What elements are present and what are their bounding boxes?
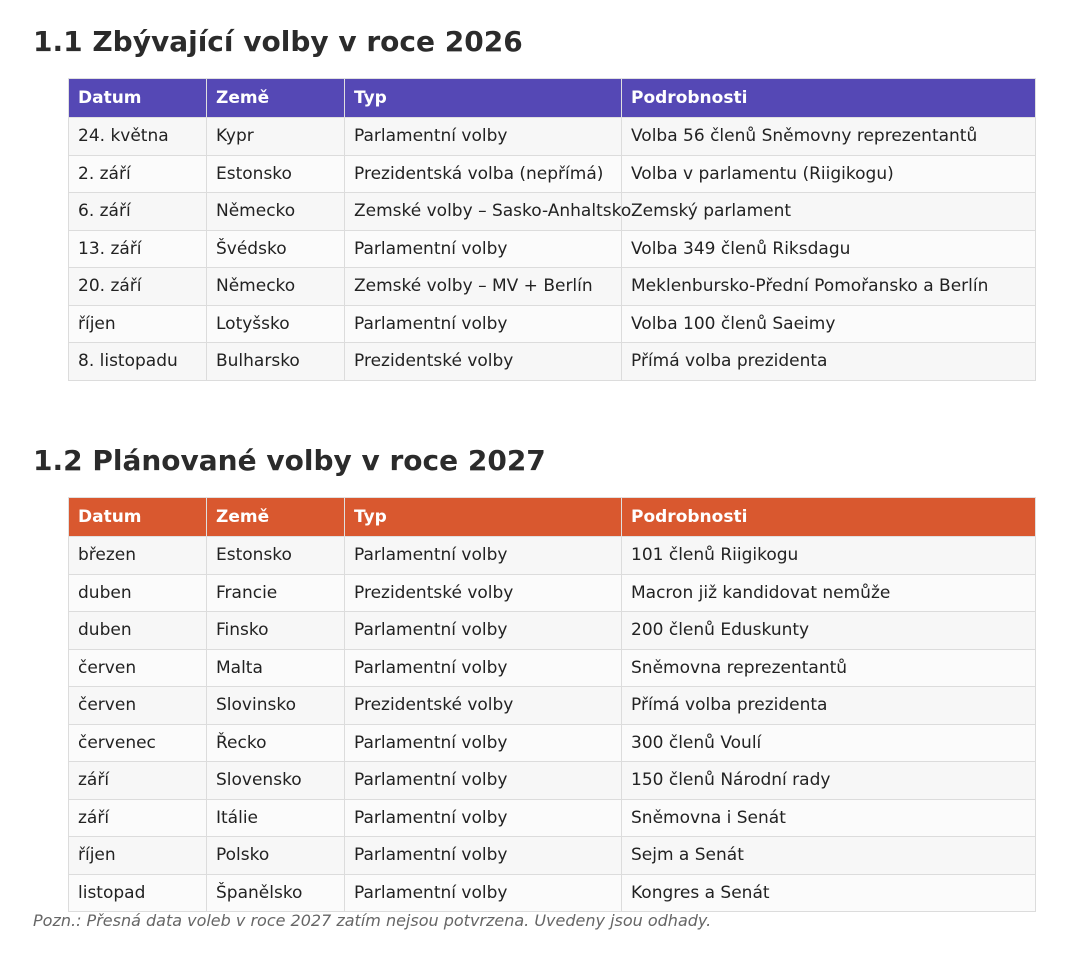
- table-header-row: [69, 498, 1036, 537]
- cell-datum: září: [69, 799, 207, 837]
- cell-podrobnosti: 150 členů Národní rady: [622, 762, 1036, 800]
- column-header-podrobnosti: Podrobnosti: [622, 498, 1036, 537]
- cell-typ: Parlamentní volby: [345, 874, 622, 912]
- footnote: Pozn.: Přesná data voleb v roce 2027 zatím nejsou potvrzena. Uvedeny jsou odhady.: [33, 911, 712, 930]
- cell-typ: Parlamentní volby: [345, 799, 622, 837]
- cell-zeme: Německo: [207, 268, 345, 306]
- cell-datum: duben: [69, 574, 207, 612]
- section-title-2027: 1.2 Plánované volby v roce 2027: [33, 444, 546, 477]
- cell-zeme: Estonsko: [207, 155, 345, 193]
- table-body: [69, 537, 1036, 912]
- cell-datum: 24. května: [69, 118, 207, 156]
- cell-typ: Prezidentské volby: [345, 343, 622, 381]
- cell-podrobnosti: Kongres a Senát: [622, 874, 1036, 912]
- table-row: [69, 537, 1036, 575]
- cell-typ: Zemské volby – Sasko-Anhaltsko: [345, 193, 622, 231]
- table-row: [69, 612, 1036, 650]
- section-title-2026: 1.1 Zbývající volby v roce 2026: [33, 25, 523, 58]
- cell-datum: 20. září: [69, 268, 207, 306]
- cell-datum: červen: [69, 687, 207, 725]
- cell-datum: 6. září: [69, 193, 207, 231]
- cell-typ: Prezidentská volba (nepřímá): [345, 155, 622, 193]
- cell-podrobnosti: Sněmovna i Senát: [622, 799, 1036, 837]
- cell-typ: Zemské volby – MV + Berlín: [345, 268, 622, 306]
- cell-podrobnosti: Volba 100 členů Saeimy: [622, 305, 1036, 343]
- cell-podrobnosti: Přímá volba prezidenta: [622, 343, 1036, 381]
- cell-podrobnosti: Macron již kandidovat nemůže: [622, 574, 1036, 612]
- elections-2027-table: [68, 497, 1036, 912]
- column-header-typ: Typ: [345, 79, 622, 118]
- column-header-zeme: Země: [207, 79, 345, 118]
- cell-podrobnosti: Přímá volba prezidenta: [622, 687, 1036, 725]
- cell-podrobnosti: Sněmovna reprezentantů: [622, 649, 1036, 687]
- table-row: [69, 574, 1036, 612]
- cell-typ: Parlamentní volby: [345, 837, 622, 875]
- cell-typ: Parlamentní volby: [345, 537, 622, 575]
- cell-podrobnosti: Sejm a Senát: [622, 837, 1036, 875]
- cell-zeme: Slovinsko: [207, 687, 345, 725]
- cell-typ: Parlamentní volby: [345, 649, 622, 687]
- cell-zeme: Kypr: [207, 118, 345, 156]
- column-header-zeme: Země: [207, 498, 345, 537]
- cell-zeme: Malta: [207, 649, 345, 687]
- cell-typ: Parlamentní volby: [345, 230, 622, 268]
- cell-podrobnosti: Volba v parlamentu (Riigikogu): [622, 155, 1036, 193]
- cell-datum: březen: [69, 537, 207, 575]
- column-header-datum: Datum: [69, 498, 207, 537]
- cell-typ: Parlamentní volby: [345, 762, 622, 800]
- cell-datum: září: [69, 762, 207, 800]
- cell-zeme: Francie: [207, 574, 345, 612]
- table-row: [69, 230, 1036, 268]
- table-row: [69, 762, 1036, 800]
- table-row: [69, 649, 1036, 687]
- table-row: [69, 193, 1036, 231]
- cell-datum: duben: [69, 612, 207, 650]
- cell-typ: Prezidentské volby: [345, 574, 622, 612]
- cell-datum: 2. září: [69, 155, 207, 193]
- cell-datum: listopad: [69, 874, 207, 912]
- table-body: [69, 118, 1036, 381]
- cell-datum: 8. listopadu: [69, 343, 207, 381]
- table-row: [69, 799, 1036, 837]
- table-row: [69, 837, 1036, 875]
- table-row: [69, 155, 1036, 193]
- cell-datum: červenec: [69, 724, 207, 762]
- cell-zeme: Španělsko: [207, 874, 345, 912]
- cell-zeme: Bulharsko: [207, 343, 345, 381]
- cell-zeme: Estonsko: [207, 537, 345, 575]
- cell-zeme: Polsko: [207, 837, 345, 875]
- cell-zeme: Švédsko: [207, 230, 345, 268]
- table-row: [69, 724, 1036, 762]
- column-header-podrobnosti: Podrobnosti: [622, 79, 1036, 118]
- table-header-row: [69, 79, 1036, 118]
- cell-podrobnosti: Meklenbursko-Přední Pomořansko a Berlín: [622, 268, 1036, 306]
- cell-typ: Prezidentské volby: [345, 687, 622, 725]
- cell-datum: říjen: [69, 305, 207, 343]
- cell-podrobnosti: Volba 349 členů Riksdagu: [622, 230, 1036, 268]
- elections-2026-table: [68, 78, 1036, 381]
- cell-podrobnosti: 101 členů Riigikogu: [622, 537, 1036, 575]
- cell-zeme: Slovensko: [207, 762, 345, 800]
- column-header-typ: Typ: [345, 498, 622, 537]
- cell-zeme: Lotyšsko: [207, 305, 345, 343]
- cell-zeme: Finsko: [207, 612, 345, 650]
- cell-datum: 13. září: [69, 230, 207, 268]
- cell-typ: Parlamentní volby: [345, 724, 622, 762]
- cell-podrobnosti: Volba 56 členů Sněmovny reprezentantů: [622, 118, 1036, 156]
- table-row: [69, 118, 1036, 156]
- cell-datum: červen: [69, 649, 207, 687]
- cell-typ: Parlamentní volby: [345, 612, 622, 650]
- cell-podrobnosti: 200 členů Eduskunty: [622, 612, 1036, 650]
- column-header-datum: Datum: [69, 79, 207, 118]
- cell-podrobnosti: 300 členů Voulí: [622, 724, 1036, 762]
- cell-typ: Parlamentní volby: [345, 118, 622, 156]
- table-row: [69, 305, 1036, 343]
- table-row: [69, 343, 1036, 381]
- cell-zeme: Řecko: [207, 724, 345, 762]
- cell-datum: říjen: [69, 837, 207, 875]
- cell-zeme: Itálie: [207, 799, 345, 837]
- table-row: [69, 268, 1036, 306]
- cell-zeme: Německo: [207, 193, 345, 231]
- cell-podrobnosti: Zemský parlament: [622, 193, 1036, 231]
- cell-typ: Parlamentní volby: [345, 305, 622, 343]
- table-row: [69, 687, 1036, 725]
- table-row: [69, 874, 1036, 912]
